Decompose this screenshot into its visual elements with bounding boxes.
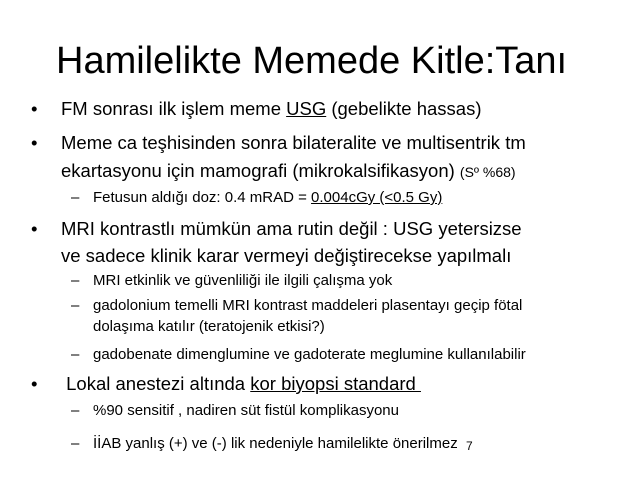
bullet-icon: •	[31, 98, 38, 119]
subbullet-text: Fetusun aldığı doz: 0.4 mRAD =	[93, 189, 312, 206]
bullet-item-kor-biyopsi	[31, 371, 421, 397]
bullet-text: FM sonrası ilk işlem meme	[61, 98, 287, 119]
subbullet-text-underlined: 0.004cGy (<0.5 Gy)	[311, 189, 443, 206]
bullet-item-mri-cont	[61, 243, 511, 269]
bullet-icon: •	[31, 218, 38, 239]
bullet-item-usg	[31, 96, 482, 122]
dash-icon: –	[71, 297, 80, 314]
bullet-item-mri	[31, 216, 522, 242]
subbullet-item-sensitif	[71, 400, 399, 422]
bullet-item-mamografi-cont	[61, 158, 516, 185]
bullet-icon: •	[31, 132, 38, 153]
subbullet-item-gadolonium	[71, 295, 522, 317]
subbullet-text: gadobenate dimenglumine ve gadoterate meglumine kullanılabilir	[93, 346, 526, 363]
subbullet-text: gadolonium temelli MRI kontrast maddeleri plasentayı geçip fötal	[93, 297, 523, 314]
bullet-icon: •	[31, 373, 38, 394]
subbullet-item-gadobenate	[71, 344, 526, 366]
subbullet-item-gadolonium-cont	[93, 316, 325, 338]
bullet-text: ve sadece klinik karar vermeyi değiştirecekse yapılmalı	[61, 245, 512, 266]
bullet-text-underlined: kor biyopsi standard	[250, 373, 421, 394]
dash-icon: –	[71, 435, 80, 452]
bullet-text: Lokal anestezi altında	[61, 373, 251, 394]
dash-icon: –	[71, 272, 80, 289]
subbullet-item-iiab	[71, 433, 458, 455]
page-number: 7	[466, 439, 473, 453]
subbullet-text: dolaşıma katılır (teratojenik etkisi?)	[93, 318, 325, 335]
subbullet-text: %90 sensitif , nadiren süt fistül komplikasyonu	[93, 402, 399, 419]
subbullet-item-mri-etkinlik	[71, 270, 392, 292]
bullet-item-mamografi	[31, 130, 526, 156]
bullet-text: Meme ca teşhisinden sonra bilateralite ve multisentrik tm	[61, 132, 526, 153]
dash-icon: –	[71, 189, 80, 206]
subbullet-item-fetus-doz	[71, 187, 442, 209]
bullet-text-small: (Sº %68)	[459, 164, 516, 180]
bullet-text: (gebelikte hassas)	[326, 98, 482, 119]
subbullet-text: MRI etkinlik ve güvenliliği ile ilgili çalışma yok	[93, 272, 393, 289]
bullet-text-underlined: USG	[286, 98, 327, 119]
bullet-text: ekartasyonu için mamografi (mikrokalsifikasyon)	[61, 160, 460, 181]
dash-icon: –	[71, 346, 80, 363]
bullet-text: MRI kontrastlı mümkün ama rutin değil : USG yetersizse	[61, 218, 522, 239]
dash-icon: –	[71, 402, 80, 419]
slide-title: Hamilelikte Memede Kitle:Tanı	[56, 40, 568, 82]
subbullet-text: İİAB yanlış (+) ve (-) lik nedeniyle hamilelikte önerilmez	[93, 435, 458, 452]
